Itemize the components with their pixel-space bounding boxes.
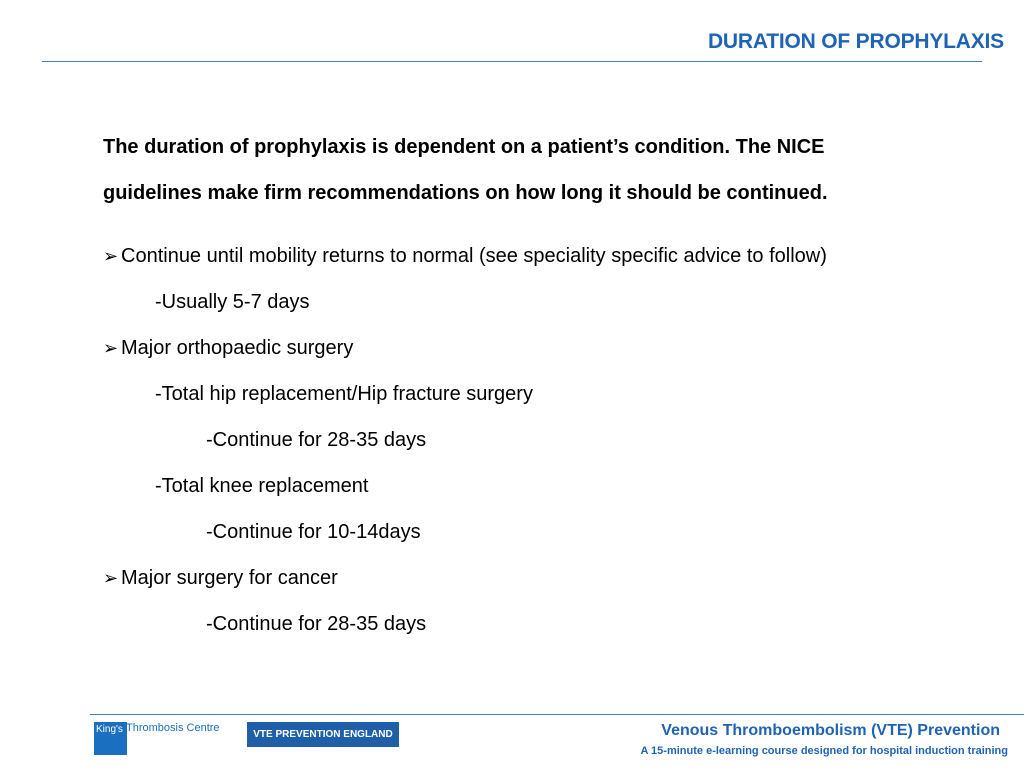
sub-sub-item: -Continue for 28-35 days: [206, 613, 427, 635]
footer-course-subtitle: A 15-minute e-learning course designed for hospital induction training: [640, 745, 1008, 757]
sub-item: -Total knee replacement: [155, 475, 369, 497]
logo-short-text: King's: [96, 724, 123, 735]
intro-line-2: guidelines make firm recommendations on how long it should be continued.: [103, 182, 828, 204]
sub-sub-item: -Continue for 10-14days: [206, 521, 421, 543]
intro-paragraph: [103, 124, 963, 216]
vte-prevention-badge: VTE PREVENTION ENGLAND: [247, 722, 399, 747]
bullet-arrow-icon: ➢: [103, 246, 119, 266]
sub-item: -Total hip replacement/Hip fracture surgery: [155, 383, 533, 405]
header-divider: [42, 61, 982, 62]
sub-item: -Usually 5-7 days: [155, 291, 310, 313]
bullet-arrow-icon: ➢: [103, 338, 119, 358]
sub-sub-item: -Continue for 28-35 days: [206, 429, 427, 451]
bullet-text: Major surgery for cancer: [121, 567, 338, 589]
bullet-item-cancer: [103, 567, 338, 590]
bullet-arrow-icon: ➢: [103, 568, 119, 588]
logo-name: Thrombosis Centre: [126, 722, 220, 734]
bullet-text: Major orthopaedic surgery: [121, 337, 354, 359]
bullet-item-mobility: [103, 245, 827, 268]
slide-title: DURATION OF PROPHYLAXIS: [707, 30, 1004, 53]
kings-logo-icon: [94, 722, 127, 755]
footer-divider: [90, 714, 1024, 715]
footer-course-title: Venous Thromboembolism (VTE) Prevention: [661, 722, 1000, 739]
bullet-text: Continue until mobility returns to normal (see speciality specific advice to follow): [121, 245, 827, 267]
intro-line-1: The duration of prophylaxis is dependent on a patient’s condition. The NICE: [103, 136, 825, 158]
bullet-item-orthopaedic: [103, 337, 353, 360]
